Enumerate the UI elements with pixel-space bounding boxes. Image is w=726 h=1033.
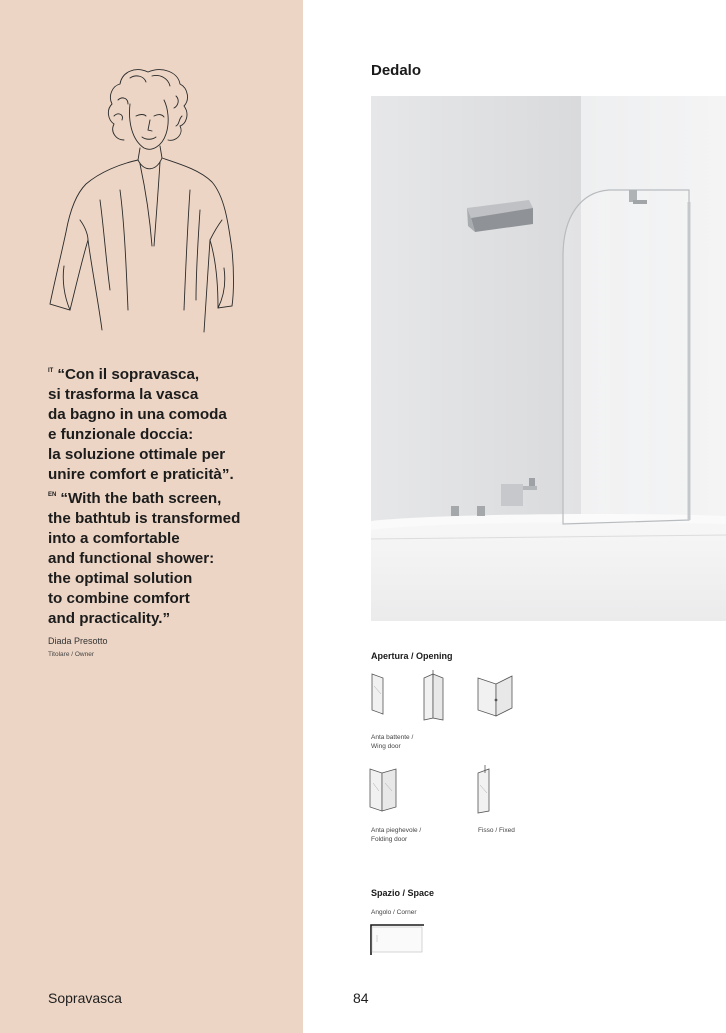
portrait-illustration <box>40 60 240 345</box>
sidebar-panel <box>0 0 303 1033</box>
quote-line: the bathtub is transformed <box>48 510 241 527</box>
opening-section-title: Apertura / Opening <box>371 651 453 661</box>
quote-line: unire comfort e praticità”. <box>48 466 234 483</box>
label-line: Folding door <box>371 836 408 843</box>
folding-door-icon <box>368 765 400 815</box>
lang-tag-it: IT <box>48 368 54 374</box>
quote-line: “With the bath screen, <box>60 490 222 507</box>
quote-line: to combine comfort <box>48 590 190 607</box>
footer-section-name: Sopravasca <box>48 990 122 1006</box>
folding-door-label <box>371 826 421 844</box>
product-photo <box>371 96 726 621</box>
quote-line: e funzionale doccia: <box>48 426 194 443</box>
quote-line: da bagno in una comoda <box>48 406 227 423</box>
quote-line: si trasforma la vasca <box>48 386 199 403</box>
quote-line: la soluzione ottimale per <box>48 446 226 463</box>
corner-space-icon <box>370 924 426 956</box>
label-line: Anta battente / <box>371 734 414 741</box>
fixed-label: Fisso / Fixed <box>478 827 515 834</box>
wing-door-label <box>371 733 413 751</box>
quote-block <box>48 361 298 629</box>
product-title: Dedalo <box>371 62 422 79</box>
label-line: Wing door <box>371 743 401 750</box>
quote-line: into a comfortable <box>48 530 180 547</box>
quote-line: “Con il sopravasca, <box>57 366 200 383</box>
wing-door-icon <box>371 672 385 716</box>
hinged-double-door-icon <box>476 672 514 720</box>
lang-tag-en: EN <box>48 492 57 498</box>
quote-english <box>48 485 298 629</box>
quote-italian <box>48 361 298 485</box>
wing-door-fixed-icon <box>421 670 447 722</box>
space-section-title: Spazio / Space <box>371 888 435 898</box>
quote-line: the optimal solution <box>48 570 193 587</box>
quote-line: and functional shower: <box>48 550 215 567</box>
page-number: 84 <box>353 990 369 1006</box>
corner-label: Angolo / Corner <box>371 909 417 916</box>
author-role: Titolare / Owner <box>48 651 94 658</box>
fixed-panel-icon <box>476 765 492 815</box>
label-line: Anta pieghevole / <box>371 827 422 834</box>
quote-line: and practicality.” <box>48 610 171 627</box>
author-name: Diada Presotto <box>48 636 108 646</box>
